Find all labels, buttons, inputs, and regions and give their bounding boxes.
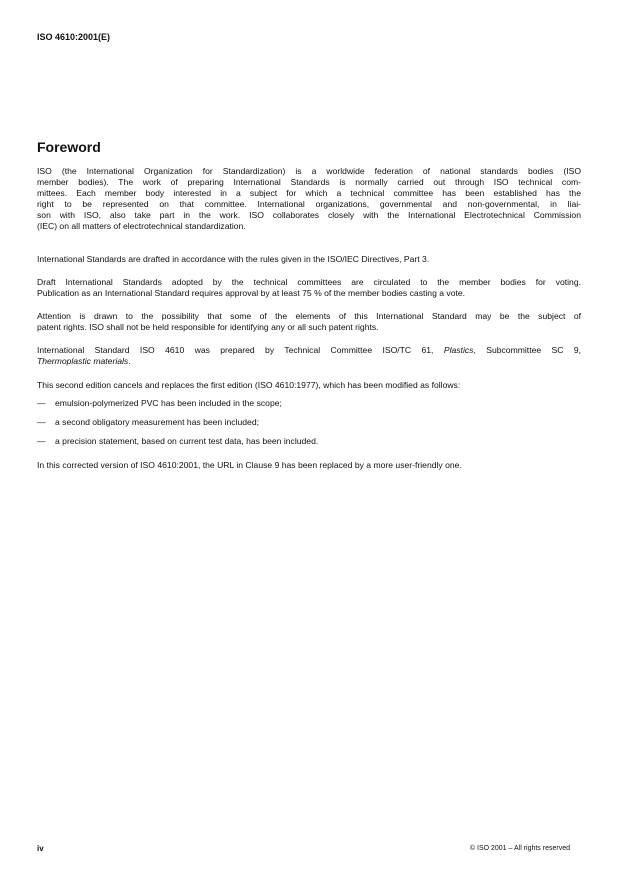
- text-line: right to be represented on that committee. International organizations, governmental and non-governmental, in liai-: [37, 199, 581, 209]
- text-line: mittees. Each member body interested in a subject for which a technical committee has been established has the: [37, 188, 581, 198]
- text: International Standard ISO 4610 was prepared by Technical Committee ISO/TC 61,: [37, 345, 434, 355]
- text-line: Attention is drawn to the possibility that some of the elements of this International Standard may be the subject of: [37, 311, 581, 321]
- dash-marker: —: [37, 417, 46, 427]
- list-item-text: emulsion-polymerized PVC has been included in the scope;: [55, 398, 282, 408]
- list-item-text: a second obligatory measurement has been included;: [55, 417, 259, 427]
- text: .: [128, 356, 131, 366]
- dash-marker: —: [37, 436, 46, 446]
- document-header: ISO 4610:2001(E): [37, 32, 111, 42]
- italic-text: Thermoplastic materials: [37, 356, 129, 366]
- text: , Subcommittee SC 9,: [473, 345, 582, 355]
- list-item-text: a precision statement, based on current test data, has been included.: [55, 436, 319, 446]
- page-number: iv: [37, 844, 44, 853]
- paragraph-directives: International Standards are drafted in accordance with the rules given in the ISO/IEC Directives, Part 3.: [37, 254, 430, 264]
- text-line: member bodies). The work of preparing International Standards is normally carried out through ISO technical com-: [37, 177, 581, 187]
- copyright-notice: © ISO 2001 – All rights reserved: [469, 845, 570, 852]
- text-line: [37, 345, 581, 356]
- text-line: son with ISO, also take part in the work. ISO collaborates closely with the International Electrotechnical Commission: [37, 210, 581, 220]
- italic-text: Plastics: [443, 345, 474, 355]
- text-line: [37, 356, 581, 367]
- text-line: Publication as an International Standard requires approval by at least 75 % of the member bodies casting a vote.: [37, 288, 466, 298]
- text-line: (IEC) on all matters of electrotechnical standardization.: [37, 221, 246, 231]
- text-line: patent rights. ISO shall not be held responsible for identifying any or all such patent rights.: [37, 322, 379, 332]
- paragraph-edition: This second edition cancels and replaces the first edition (ISO 4610:1977), which has been modified as follows:: [37, 380, 461, 390]
- dash-marker: —: [37, 398, 46, 408]
- text-line: Draft International Standards adopted by the technical committees are circulated to the member bodies for voting.: [37, 277, 581, 287]
- paragraph-correction: In this corrected version of ISO 4610:2001, the URL in Clause 9 has been replaced by a more user-friendly one.: [37, 460, 462, 470]
- text-line: ISO (the International Organization for Standardization) is a worldwide federation of national standards bodies (ISO: [37, 166, 581, 176]
- section-title: Foreword: [37, 139, 101, 155]
